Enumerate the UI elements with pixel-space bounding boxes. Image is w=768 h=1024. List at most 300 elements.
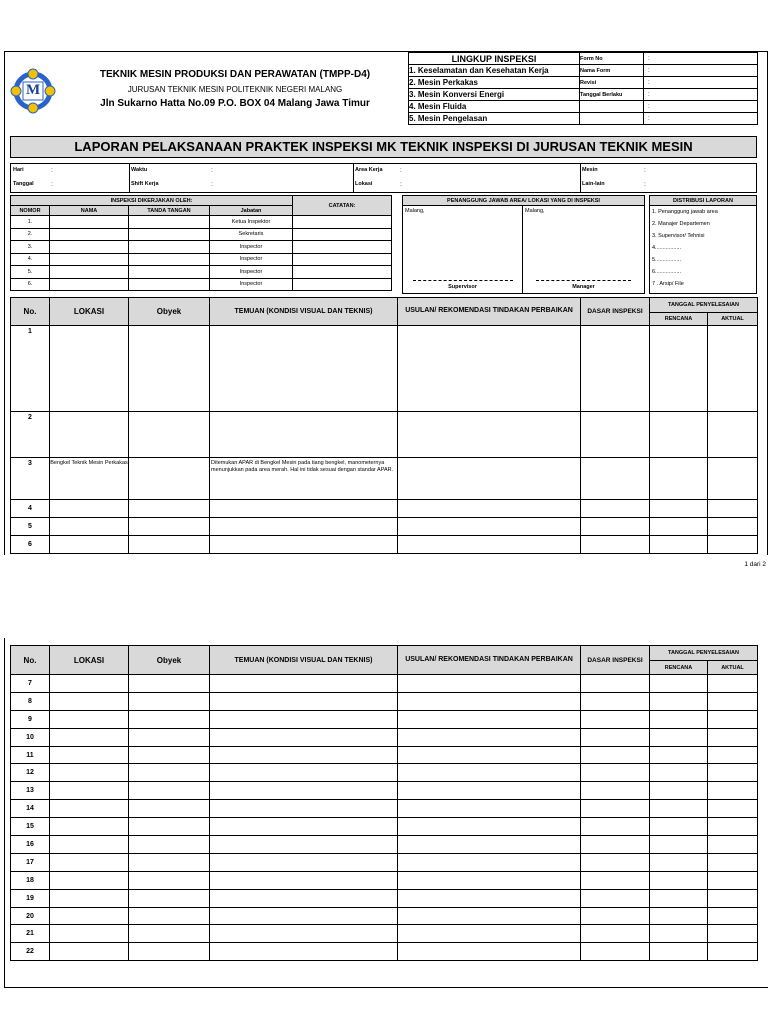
dasar-cell[interactable] [581, 836, 650, 854]
row-no: 10 [11, 728, 50, 746]
aktual-cell[interactable] [708, 782, 758, 800]
temuan-cell[interactable] [210, 728, 398, 746]
col-lokasi: LOKASI [50, 646, 129, 675]
logo-letter: M [26, 82, 41, 98]
dasar-cell[interactable] [581, 412, 650, 458]
distribution-item: 2. Manajer Departemen [652, 221, 710, 227]
colon: : [211, 181, 213, 188]
usulan-cell[interactable] [398, 458, 581, 500]
rencana-cell[interactable] [650, 818, 708, 836]
inspector-name-cell[interactable] [50, 253, 129, 266]
dasar-cell[interactable] [581, 675, 650, 693]
dasar-cell[interactable] [581, 907, 650, 925]
row-no: 22 [11, 943, 50, 961]
table-row [11, 728, 758, 746]
obyek-cell[interactable] [129, 458, 210, 500]
aktual-cell[interactable] [708, 675, 758, 693]
label-waktu: Waktu [131, 167, 148, 173]
lokasi-cell[interactable] [50, 710, 129, 728]
col-obyek: Obyek [129, 298, 210, 326]
aktual-cell[interactable] [708, 800, 758, 818]
table-row [11, 675, 758, 693]
malang-label: Malang, [405, 208, 425, 214]
colon: : [648, 79, 650, 86]
lokasi-cell[interactable] [50, 728, 129, 746]
aktual-cell[interactable] [708, 853, 758, 871]
inspector-no: 4. [11, 253, 50, 266]
col-dasar: DASAR INSPEKSI [581, 298, 650, 326]
obyek-cell[interactable] [129, 675, 210, 693]
aktual-cell[interactable] [708, 889, 758, 907]
aktual-cell[interactable] [708, 925, 758, 943]
rencana-cell[interactable] [650, 500, 708, 518]
row-no: 8 [11, 692, 50, 710]
row-no: 15 [11, 818, 50, 836]
temuan-cell[interactable] [210, 889, 398, 907]
inspector-no: 5. [11, 266, 50, 279]
dasar-cell[interactable] [581, 889, 650, 907]
col-dasar: DASAR INSPEKSI [581, 646, 650, 675]
dasar-cell[interactable] [581, 853, 650, 871]
obyek-cell[interactable] [129, 853, 210, 871]
table-row [11, 764, 758, 782]
temuan-cell[interactable] [210, 412, 398, 458]
usulan-cell[interactable] [398, 836, 581, 854]
lokasi-cell[interactable]: Bengkel Teknik Mesin Perkakas [50, 458, 129, 500]
aktual-cell[interactable] [708, 871, 758, 889]
rencana-cell[interactable] [650, 925, 708, 943]
col-temuan: TEMUAN (KONDISI VISUAL DAN TEKNIS) [210, 298, 398, 326]
usulan-cell[interactable] [398, 746, 581, 764]
row-no: 14 [11, 800, 50, 818]
aktual-cell[interactable] [708, 764, 758, 782]
rencana-cell[interactable] [650, 853, 708, 871]
row-no: 9 [11, 710, 50, 728]
colon: : [648, 115, 650, 122]
table-row [11, 889, 758, 907]
usulan-cell[interactable] [398, 500, 581, 518]
inspector-role: Inspector [210, 253, 293, 266]
row-no: 20 [11, 907, 50, 925]
page-number: 1 dari 2 [744, 561, 766, 568]
temuan-cell[interactable] [210, 782, 398, 800]
usulan-cell[interactable] [398, 536, 581, 554]
table-row [11, 746, 758, 764]
obyek-cell[interactable] [129, 907, 210, 925]
inspector-no: 2. [11, 228, 50, 241]
obyek-cell[interactable] [129, 518, 210, 536]
lokasi-cell[interactable] [50, 782, 129, 800]
row-no: 3 [11, 458, 50, 500]
aktual-cell[interactable] [708, 326, 758, 412]
lokasi-cell[interactable] [50, 518, 129, 536]
distribution-item: 3. Supervisor/ Tehnisi [652, 233, 705, 239]
scope-item: 5. Mesin Pengelasan [409, 113, 580, 125]
temuan-cell[interactable] [210, 836, 398, 854]
inspector-no: 6. [11, 278, 50, 291]
distribution-title: DISTRIBUSI LAPORAN [650, 196, 756, 206]
inspector-sign-cell[interactable] [129, 241, 210, 254]
lokasi-cell[interactable] [50, 836, 129, 854]
colon: : [648, 55, 650, 62]
obyek-cell[interactable] [129, 500, 210, 518]
form-field-label [580, 101, 644, 113]
form-field-label: Revisi [580, 77, 644, 89]
form-field-label: Form No [580, 53, 644, 65]
rencana-cell[interactable] [650, 518, 708, 536]
usulan-cell[interactable] [398, 871, 581, 889]
dasar-cell[interactable] [581, 800, 650, 818]
temuan-cell[interactable] [210, 871, 398, 889]
row-no: 7 [11, 675, 50, 693]
usulan-cell[interactable] [398, 800, 581, 818]
table-row [11, 853, 758, 871]
rencana-cell[interactable] [650, 412, 708, 458]
table-row [11, 710, 758, 728]
col-temuan: TEMUAN (KONDISI VISUAL DAN TEKNIS) [210, 646, 398, 675]
label-area: Area Kerja [355, 167, 383, 173]
lokasi-cell[interactable] [50, 871, 129, 889]
rencana-cell[interactable] [650, 675, 708, 693]
table-row [11, 782, 758, 800]
distribution-item: 7 . Arsip/ File [652, 281, 684, 287]
label-lokasi: Lokasi [355, 181, 373, 187]
aktual-cell[interactable] [708, 836, 758, 854]
aktual-cell[interactable] [708, 746, 758, 764]
inspector-sign-cell[interactable] [129, 253, 210, 266]
catatan-cell[interactable] [293, 216, 392, 229]
obyek-cell[interactable] [129, 871, 210, 889]
rencana-cell[interactable] [650, 536, 708, 554]
aktual-cell[interactable] [708, 728, 758, 746]
colon: : [644, 167, 646, 174]
table-row [11, 692, 758, 710]
inspector-name-cell[interactable] [50, 241, 129, 254]
inspector-name-cell[interactable] [50, 228, 129, 241]
col-no: No. [11, 298, 50, 326]
lokasi-cell[interactable] [50, 943, 129, 961]
usulan-cell[interactable] [398, 692, 581, 710]
lokasi-cell[interactable] [50, 818, 129, 836]
temuan-cell[interactable] [210, 536, 398, 554]
col-no: No. [11, 646, 50, 675]
row-no: 2 [11, 412, 50, 458]
catatan-cell[interactable] [293, 241, 392, 254]
rencana-cell[interactable] [650, 746, 708, 764]
lokasi-cell[interactable] [50, 764, 129, 782]
table-row [11, 800, 758, 818]
obyek-cell[interactable] [129, 782, 210, 800]
row-no: 17 [11, 853, 50, 871]
col-nomor: NOMOR [11, 206, 50, 216]
rencana-cell[interactable] [650, 692, 708, 710]
rencana-cell[interactable] [650, 782, 708, 800]
temuan-cell[interactable] [210, 692, 398, 710]
lokasi-cell[interactable] [50, 536, 129, 554]
catatan-cell[interactable] [293, 266, 392, 279]
table-row [11, 836, 758, 854]
aktual-cell[interactable] [708, 518, 758, 536]
temuan-cell[interactable] [210, 800, 398, 818]
distribution-item: 6................. [652, 269, 682, 275]
obyek-cell[interactable] [129, 889, 210, 907]
col-rencana: RENCANA [650, 313, 708, 326]
row-no: 21 [11, 925, 50, 943]
temuan-cell[interactable] [210, 518, 398, 536]
inspector-no: 3. [11, 241, 50, 254]
dasar-cell[interactable] [581, 925, 650, 943]
findings-table-page1 [10, 297, 758, 554]
usulan-cell[interactable] [398, 818, 581, 836]
colon: : [648, 91, 650, 98]
inspector-role: Inspector [210, 241, 293, 254]
row-no: 11 [11, 746, 50, 764]
scope-item: 3. Mesin Konversi Energi [409, 89, 580, 101]
colon: : [51, 167, 53, 174]
col-tanda-tangan: TANDA TANGAN [129, 206, 210, 216]
inspector-role: Sekretaris [210, 228, 293, 241]
col-jabatan: Jabatan [210, 206, 293, 216]
dasar-cell[interactable] [581, 746, 650, 764]
inspector-no: 1. [11, 216, 50, 229]
header-title-2: JURUSAN TEKNIK MESIN POLITEKNIK NEGERI MALANG [127, 85, 343, 94]
obyek-cell[interactable] [129, 800, 210, 818]
row-no: 19 [11, 889, 50, 907]
colon: : [51, 181, 53, 188]
dasar-cell[interactable] [581, 782, 650, 800]
col-aktual: AKTUAL [708, 661, 758, 675]
form-field-label: Nama Form [580, 65, 644, 77]
rencana-cell[interactable] [650, 710, 708, 728]
row-no: 5 [11, 518, 50, 536]
aktual-cell[interactable] [708, 692, 758, 710]
obyek-cell[interactable] [129, 818, 210, 836]
polinema-logo [10, 68, 56, 114]
temuan-cell[interactable] [210, 675, 398, 693]
malang-label: Malang, [525, 208, 545, 214]
label-lain: Lain-lain [582, 181, 605, 187]
temuan-cell[interactable] [210, 710, 398, 728]
obyek-cell[interactable] [129, 536, 210, 554]
rencana-cell[interactable] [650, 889, 708, 907]
colon: : [400, 181, 402, 188]
catatan-cell[interactable] [293, 228, 392, 241]
usulan-cell[interactable] [398, 728, 581, 746]
table-row [11, 907, 758, 925]
catatan-cell[interactable] [293, 278, 392, 291]
table-row [11, 925, 758, 943]
rencana-cell[interactable] [650, 326, 708, 412]
inspectors-title: INSPEKSI DIKERJAKAN OLEH: [11, 196, 293, 206]
usulan-cell[interactable] [398, 412, 581, 458]
usulan-cell[interactable] [398, 326, 581, 412]
usulan-cell[interactable] [398, 518, 581, 536]
col-usulan: USULAN/ REKOMENDASI TINDAKAN PERBAIKAN [398, 298, 581, 326]
report-title: LAPORAN PELAKSANAAN PRAKTEK INSPEKSI MK TEKNIK INSPEKSI DI JURUSAN TEKNIK MESIN [10, 136, 757, 158]
scope-title: LINGKUP INSPEKSI [409, 53, 580, 65]
header-title-3: Jln Sukarno Hatta No.09 P.O. BOX 04 Malang Jawa Timur [100, 98, 370, 109]
dasar-cell[interactable] [581, 943, 650, 961]
info-block [10, 163, 757, 193]
obyek-cell[interactable] [129, 746, 210, 764]
col-tanggal: TANGGAL PENYELESAIAN [650, 646, 758, 661]
inspector-role: Ketua Inspektor [210, 216, 293, 229]
label-hari: Hari [13, 167, 24, 173]
dasar-cell[interactable] [581, 326, 650, 412]
inspector-role: Inspector [210, 266, 293, 279]
row-no: 16 [11, 836, 50, 854]
aktual-cell[interactable] [708, 500, 758, 518]
pj-title: PENANGGUNG JAWAB AREA/ LOKASI YANG DI INSPEKSI [403, 196, 644, 206]
dasar-cell[interactable] [581, 692, 650, 710]
scope-item: 1. Keselamatan dan Kesehatan Kerja [409, 65, 580, 77]
catatan-cell[interactable] [293, 253, 392, 266]
temuan-cell[interactable] [210, 853, 398, 871]
rencana-cell[interactable] [650, 458, 708, 500]
obyek-cell[interactable] [129, 728, 210, 746]
usulan-cell[interactable] [398, 853, 581, 871]
temuan-cell[interactable] [210, 326, 398, 412]
lokasi-cell[interactable] [50, 500, 129, 518]
row-no: 1 [11, 326, 50, 412]
obyek-cell[interactable] [129, 692, 210, 710]
colon: : [211, 167, 213, 174]
label-mesin: Mesin [582, 167, 598, 173]
colon: : [644, 181, 646, 188]
col-aktual: AKTUAL [708, 313, 758, 326]
rencana-cell[interactable] [650, 907, 708, 925]
scope-item: 2. Mesin Perkakas [409, 77, 580, 89]
usulan-cell[interactable] [398, 782, 581, 800]
col-tanggal: TANGGAL PENYELESAIAN [650, 298, 758, 313]
rencana-cell[interactable] [650, 943, 708, 961]
inspector-sign-cell[interactable] [129, 216, 210, 229]
supervisor-label: Supervisor [448, 284, 477, 290]
scope-table [408, 52, 758, 125]
dasar-cell[interactable] [581, 728, 650, 746]
obyek-cell[interactable] [129, 412, 210, 458]
lokasi-cell[interactable] [50, 907, 129, 925]
temuan-cell[interactable]: Ditemukan APAR di Bengkel Mesin pada tiang bengkel, manometernya menunjukkan pada area merah. Hal ini tidak sesuai dengan standar APAR. [210, 458, 398, 500]
aktual-cell[interactable] [708, 818, 758, 836]
rencana-cell[interactable] [650, 800, 708, 818]
rencana-cell[interactable] [650, 764, 708, 782]
inspector-sign-cell[interactable] [129, 278, 210, 291]
col-nama: NAMA [50, 206, 129, 216]
obyek-cell[interactable] [129, 836, 210, 854]
colon: : [400, 167, 402, 174]
dasar-cell[interactable] [581, 458, 650, 500]
dasar-cell[interactable] [581, 500, 650, 518]
usulan-cell[interactable] [398, 943, 581, 961]
manager-label: Manager [572, 284, 595, 290]
row-no: 13 [11, 782, 50, 800]
usulan-cell[interactable] [398, 889, 581, 907]
label-shift: Shift Kerja [131, 181, 159, 187]
inspector-sign-cell[interactable] [129, 228, 210, 241]
aktual-cell[interactable] [708, 710, 758, 728]
usulan-cell[interactable] [398, 925, 581, 943]
obyek-cell[interactable] [129, 943, 210, 961]
dasar-cell[interactable] [581, 536, 650, 554]
obyek-cell[interactable] [129, 764, 210, 782]
inspector-role: Inspector [210, 278, 293, 291]
lokasi-cell[interactable] [50, 800, 129, 818]
temuan-cell[interactable] [210, 943, 398, 961]
dasar-cell[interactable] [581, 764, 650, 782]
distribution-block [649, 195, 757, 294]
aktual-cell[interactable] [708, 458, 758, 500]
lokasi-cell[interactable] [50, 889, 129, 907]
temuan-cell[interactable] [210, 764, 398, 782]
colon: : [648, 103, 650, 110]
header-title-1: TEKNIK MESIN PRODUKSI DAN PERAWATAN (TMPP-D4) [99, 69, 371, 80]
temuan-cell[interactable] [210, 500, 398, 518]
lokasi-cell[interactable] [50, 326, 129, 412]
temuan-cell[interactable] [210, 907, 398, 925]
row-no: 12 [11, 764, 50, 782]
aktual-cell[interactable] [708, 412, 758, 458]
inspector-name-cell[interactable] [50, 216, 129, 229]
row-no: 4 [11, 500, 50, 518]
obyek-cell[interactable] [129, 710, 210, 728]
obyek-cell[interactable] [129, 925, 210, 943]
temuan-cell[interactable] [210, 818, 398, 836]
form-field-label: Tanggal Berlaku [580, 89, 644, 101]
rencana-cell[interactable] [650, 728, 708, 746]
lokasi-cell[interactable] [50, 925, 129, 943]
label-tanggal: Tanggal [13, 181, 34, 187]
usulan-cell[interactable] [398, 675, 581, 693]
dasar-cell[interactable] [581, 518, 650, 536]
aktual-cell[interactable] [708, 943, 758, 961]
col-rencana: RENCANA [650, 661, 708, 675]
form-field-label [580, 113, 644, 125]
usulan-cell[interactable] [398, 907, 581, 925]
usulan-cell[interactable] [398, 764, 581, 782]
usulan-cell[interactable] [398, 710, 581, 728]
colon: : [648, 67, 650, 74]
aktual-cell[interactable] [708, 536, 758, 554]
lokasi-cell[interactable] [50, 746, 129, 764]
inspectors-table [10, 195, 392, 291]
inspector-name-cell[interactable] [50, 278, 129, 291]
col-obyek: Obyek [129, 646, 210, 675]
aktual-cell[interactable] [708, 907, 758, 925]
lokasi-cell[interactable] [50, 692, 129, 710]
rencana-cell[interactable] [650, 871, 708, 889]
lokasi-cell[interactable] [50, 853, 129, 871]
distribution-item: 4................. [652, 245, 682, 251]
inspector-name-cell[interactable] [50, 266, 129, 279]
inspector-sign-cell[interactable] [129, 266, 210, 279]
obyek-cell[interactable] [129, 326, 210, 412]
temuan-cell[interactable] [210, 925, 398, 943]
rencana-cell[interactable] [650, 836, 708, 854]
dasar-cell[interactable] [581, 818, 650, 836]
catatan-header: CATATAN: [293, 196, 392, 216]
temuan-cell[interactable] [210, 746, 398, 764]
scope-item: 4. Mesin Fluida [409, 101, 580, 113]
dasar-cell[interactable] [581, 710, 650, 728]
col-lokasi: LOKASI [50, 298, 129, 326]
col-usulan: USULAN/ REKOMENDASI TINDAKAN PERBAIKAN [398, 646, 581, 675]
lokasi-cell[interactable] [50, 675, 129, 693]
pj-block [402, 195, 645, 294]
table-row [11, 943, 758, 961]
dasar-cell[interactable] [581, 871, 650, 889]
lokasi-cell[interactable] [50, 412, 129, 458]
